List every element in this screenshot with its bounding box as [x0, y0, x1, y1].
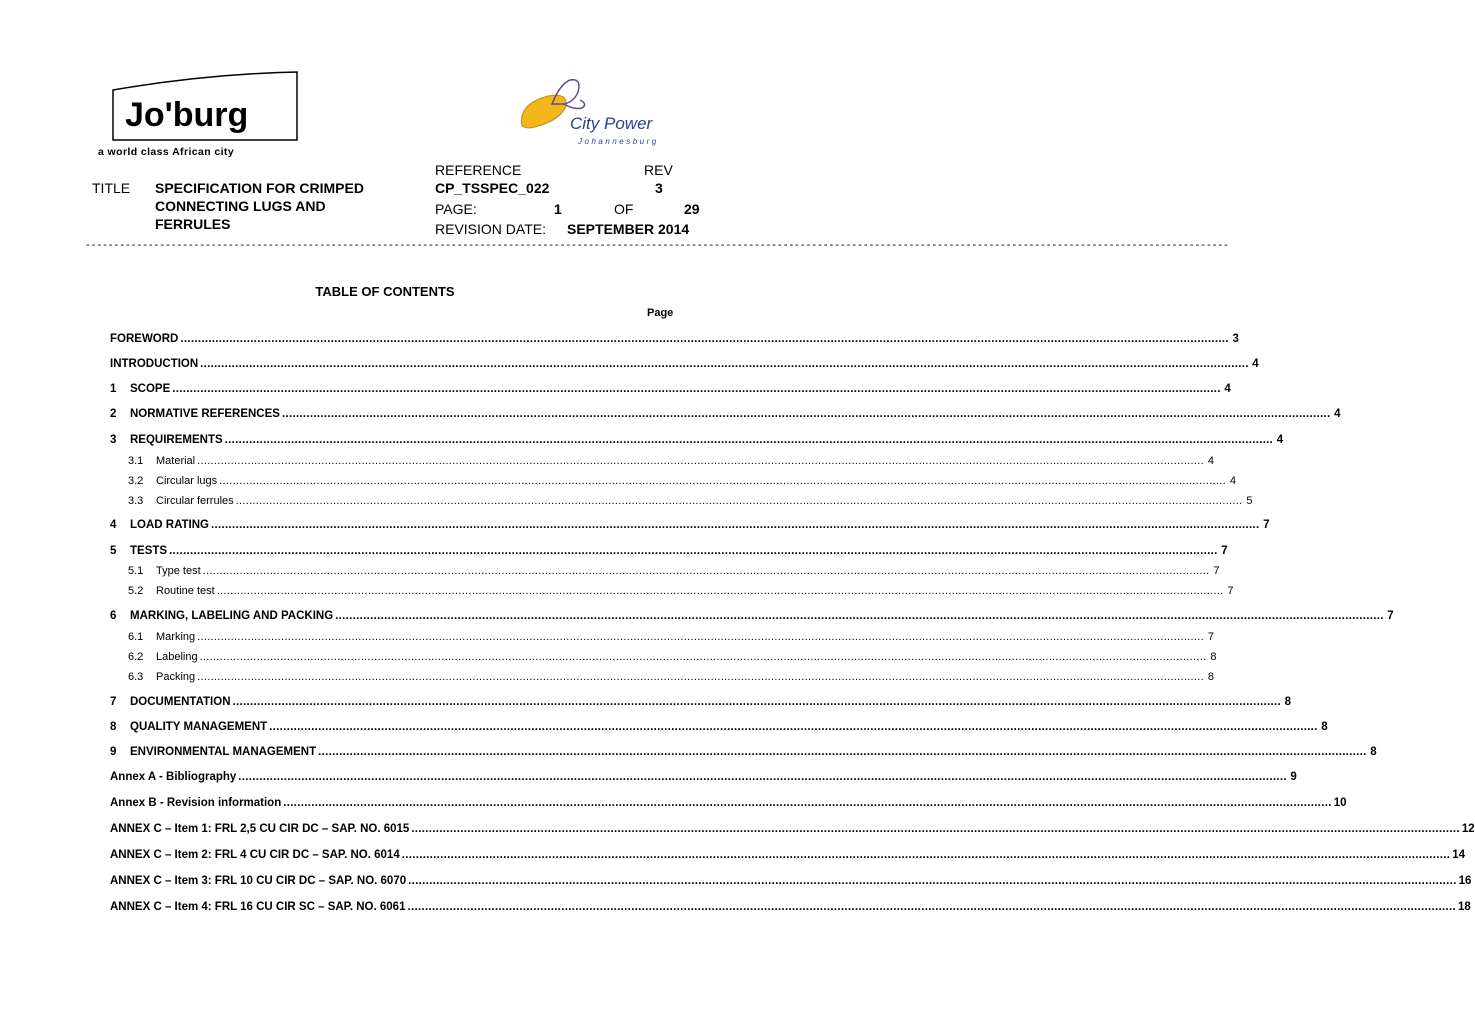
of-label: OF: [614, 201, 634, 217]
toc-entry-page: 16: [1458, 875, 1472, 887]
toc-dot-leader: ............................................................................................................................................................................................................................................................................................................: [401, 849, 1451, 861]
toc-dot-leader: ............................................................................................................................................................................................................................................................................................................: [335, 610, 1384, 622]
toc-dot-leader: ............................................................................................................................................................................................................................................................................................................: [269, 721, 1318, 733]
toc-dot-leader: ............................................................................................................................................................................................................................................................................................................: [200, 358, 1249, 370]
toc-entry-label: REQUIREMENTS: [130, 434, 223, 446]
toc-entry[interactable]: [128, 585, 1234, 601]
toc-entry-number: 5.1: [128, 565, 144, 577]
toc-entry-label: Routine test: [156, 585, 215, 597]
toc-entry-page: 7: [1221, 545, 1228, 557]
toc-entry[interactable]: [110, 875, 1472, 891]
toc-dot-leader: ............................................................................................................................................................................................................................................................................................................: [411, 823, 1460, 835]
toc-entry-label: DOCUMENTATION: [130, 696, 231, 708]
toc-entry[interactable]: [110, 610, 1394, 626]
toc-entry-number: 3: [110, 434, 117, 446]
toc-entry-label: FOREWORD: [110, 333, 179, 345]
toc-entry[interactable]: [110, 823, 1475, 839]
toc-entry-page: 18: [1458, 901, 1471, 913]
toc-entry-label: Material: [156, 455, 196, 467]
toc-entry-page: 4: [1334, 408, 1341, 420]
toc-entry[interactable]: [128, 651, 1217, 667]
toc-entry-label: Packing: [156, 671, 196, 683]
toc-entry-page: 8: [1284, 696, 1292, 708]
toc-dot-leader: ............................................................................................................................................................................................................................................................................................................: [197, 631, 1204, 643]
toc-dot-leader: ............................................................................................................................................................................................................................................................................................................: [199, 651, 1207, 663]
title-line-2: CONNECTING LUGS AND: [155, 198, 326, 214]
toc-heading: TABLE OF CONTENTS: [315, 284, 455, 299]
toc-entry[interactable]: [110, 383, 1231, 399]
toc-entry-number: 6: [110, 610, 117, 622]
toc-entry[interactable]: [110, 771, 1297, 787]
toc-entry[interactable]: [128, 565, 1220, 581]
toc-entry-number: 6.3: [128, 671, 144, 683]
toc-entry-label: INTRODUCTION: [110, 358, 199, 370]
toc-entry-page: 12: [1461, 823, 1475, 835]
toc-entry[interactable]: [110, 849, 1466, 865]
toc-entry-page: 10: [1333, 797, 1347, 809]
toc-entry-number: 5: [110, 545, 117, 557]
revision-date-label: REVISION DATE:: [435, 221, 546, 237]
toc-entry-label: Annex B - Revision information: [110, 797, 282, 809]
toc-entry[interactable]: [110, 358, 1259, 374]
toc-dot-leader: ............................................................................................................................................................................................................................................................................................................: [232, 696, 1282, 708]
toc-entry-page: 8: [1370, 746, 1377, 758]
toc-entry-number: 6.1: [128, 631, 144, 643]
toc-entry-number: 8: [110, 721, 117, 733]
toc-dot-leader: ............................................................................................................................................................................................................................................................................................................: [283, 797, 1332, 809]
toc-entry[interactable]: [110, 545, 1228, 561]
toc-entry-number: 2: [110, 408, 117, 420]
toc-entry[interactable]: [110, 408, 1341, 424]
city-power-subtitle: Johannesburg: [578, 137, 659, 146]
toc-entry-page: 4: [1229, 475, 1236, 487]
toc-entry[interactable]: [128, 495, 1253, 511]
toc-dot-leader: ............................................................................................................................................................................................................................................................................................................: [202, 565, 1210, 577]
toc-entry-label: ANNEX C – Item 1: FRL 2,5 CU CIR DC – SAP. NO. 6015: [110, 823, 410, 835]
toc-entry-page: 7: [1227, 585, 1234, 597]
revision-date-value: SEPTEMBER 2014: [567, 221, 690, 237]
toc-entry-page: 4: [1207, 455, 1214, 467]
toc-entry-label: TESTS: [130, 545, 168, 557]
city-power-logo: [508, 74, 688, 154]
toc-dot-leader: ............................................................................................................................................................................................................................................................................................................: [224, 434, 1274, 446]
toc-entry-label: Annex A - Bibliography: [110, 771, 237, 783]
toc-entry-number: 6.2: [128, 651, 144, 663]
toc-entry-page: 8: [1207, 671, 1214, 683]
toc-dot-leader: ............................................................................................................................................................................................................................................................................................................: [281, 408, 1331, 420]
page-label: PAGE:: [435, 201, 477, 217]
title-label: TITLE: [92, 180, 131, 196]
toc-entry-label: NORMATIVE REFERENCES: [130, 408, 280, 420]
toc-dot-leader: ............................................................................................................................................................................................................................................................................................................: [235, 495, 1243, 507]
toc-entry-label: ANNEX C – Item 2: FRL 4 CU CIR DC – SAP. NO. 6014: [110, 849, 400, 861]
toc-dot-leader: ............................................................................................................................................................................................................................................................................................................: [172, 383, 1221, 395]
toc-entry-page: 5: [1246, 495, 1253, 507]
toc-entry-label: MARKING, LABELING AND PACKING: [130, 610, 334, 622]
toc-entry[interactable]: [128, 631, 1214, 647]
toc-entry-page: 8: [1321, 721, 1328, 733]
city-power-name: City Power: [570, 114, 653, 133]
rev-label: REV: [644, 162, 673, 178]
toc-dot-leader: ............................................................................................................................................................................................................................................................................................................: [180, 333, 1229, 345]
toc-entry-label: ENVIRONMENTAL MANAGEMENT: [130, 746, 317, 758]
toc-dot-leader: ............................................................................................................................................................................................................................................................................................................: [216, 585, 1224, 597]
rev-value: 3: [655, 180, 663, 196]
toc-page-column-label: Page: [647, 307, 674, 319]
toc-dot-leader: ............................................................................................................................................................................................................................................................................................................: [197, 671, 1204, 683]
toc-entry-number: 1: [110, 383, 117, 395]
toc-dot-leader: ............................................................................................................................................................................................................................................................................................................: [318, 746, 1367, 758]
toc-entry[interactable]: [128, 455, 1214, 471]
toc-entry-page: 4: [1224, 383, 1231, 395]
toc-entry[interactable]: [110, 519, 1270, 535]
toc-entry-label: ANNEX C – Item 3: FRL 10 CU CIR DC – SAP. NO. 6070: [110, 875, 407, 887]
toc-entry-label: LOAD RATING: [130, 519, 210, 531]
toc-entry-number: 9: [110, 746, 117, 758]
joburg-wordmark: Jo'burg: [125, 96, 249, 134]
title-line-1: SPECIFICATION FOR CRIMPED: [155, 180, 364, 196]
toc-entry[interactable]: [110, 746, 1377, 762]
toc-entry-number: 3.1: [128, 455, 144, 467]
toc-entry-label: Labeling: [156, 651, 198, 663]
toc-entry-label: ANNEX C – Item 4: FRL 16 CU CIR SC – SAP. NO. 6061: [110, 901, 406, 913]
toc-entry-number: 4: [110, 519, 117, 531]
toc-dot-leader: ............................................................................................................................................................................................................................................................................................................: [197, 455, 1204, 467]
toc-entry[interactable]: [110, 333, 1239, 349]
page-value: 1: [554, 201, 562, 217]
header-divider: - - - - - - - - - - - - - - - - - - - - - - - - - - - - - - - - - - - - - - - - - - - - - - - - - - - - - - - - - - - - - - - - - - - - - - - - - - - - - - - - - - - - - - - - - - - - - - - - - - - - - - - - - - - - - - - - - - - - - - - - - - - - - - - - - - - - - - - - - - - - - - - - - - - - - - - - - - - - - - - - - - - - - - - - - - - - - - - - - - - - - - - - - - - - - - - - - - - - - - - -: [86, 239, 1228, 251]
toc-entry-number: 3.3: [128, 495, 144, 507]
toc-entry-label: SCOPE: [130, 383, 171, 395]
toc-entry[interactable]: [128, 475, 1236, 491]
toc-dot-leader: ............................................................................................................................................................................................................................................................................................................: [219, 475, 1226, 487]
toc-entry-page: 7: [1387, 610, 1394, 622]
of-value: 29: [684, 201, 700, 217]
toc-entry[interactable]: [110, 901, 1471, 917]
toc-entry-label: Circular lugs: [156, 475, 218, 487]
toc-entry[interactable]: [110, 434, 1284, 450]
toc-entry-page: 7: [1263, 519, 1270, 531]
toc-entry-page: 9: [1290, 771, 1297, 783]
toc-entry-page: 4: [1252, 358, 1259, 370]
toc-dot-leader: ............................................................................................................................................................................................................................................................................................................: [211, 519, 1260, 531]
toc-entry-page: 7: [1207, 631, 1214, 643]
toc-entry-label: Marking: [156, 631, 196, 643]
toc-entry[interactable]: [110, 797, 1347, 813]
title-line-3: FERRULES: [155, 216, 231, 232]
toc-entry-label: QUALITY MANAGEMENT: [130, 721, 268, 733]
toc-entry-page: 3: [1232, 333, 1239, 345]
toc-entry-number: 5.2: [128, 585, 144, 597]
toc-entry-page: 7: [1213, 565, 1220, 577]
joburg-tagline: a world class African city: [98, 146, 235, 158]
toc-entry[interactable]: [110, 721, 1328, 737]
reference-value: CP_TSSPEC_022: [435, 180, 550, 196]
toc-entry-page: 14: [1452, 849, 1466, 861]
toc-entry[interactable]: [128, 671, 1214, 687]
reference-label: REFERENCE: [435, 162, 522, 178]
toc-dot-leader: ............................................................................................................................................................................................................................................................................................................: [407, 901, 1457, 913]
toc-entry-label: Circular ferrules: [156, 495, 234, 507]
toc-entry-page: 8: [1210, 651, 1217, 663]
toc-dot-leader: ............................................................................................................................................................................................................................................................................................................: [238, 771, 1287, 783]
toc-entry-page: 4: [1276, 434, 1284, 446]
toc-dot-leader: ............................................................................................................................................................................................................................................................................................................: [169, 545, 1218, 557]
toc-entry[interactable]: [110, 696, 1292, 712]
toc-dot-leader: ............................................................................................................................................................................................................................................................................................................: [408, 875, 1457, 887]
toc-entry-number: 3.2: [128, 475, 144, 487]
toc-entry-number: 7: [110, 696, 117, 708]
toc-entry-label: Type test: [156, 565, 201, 577]
